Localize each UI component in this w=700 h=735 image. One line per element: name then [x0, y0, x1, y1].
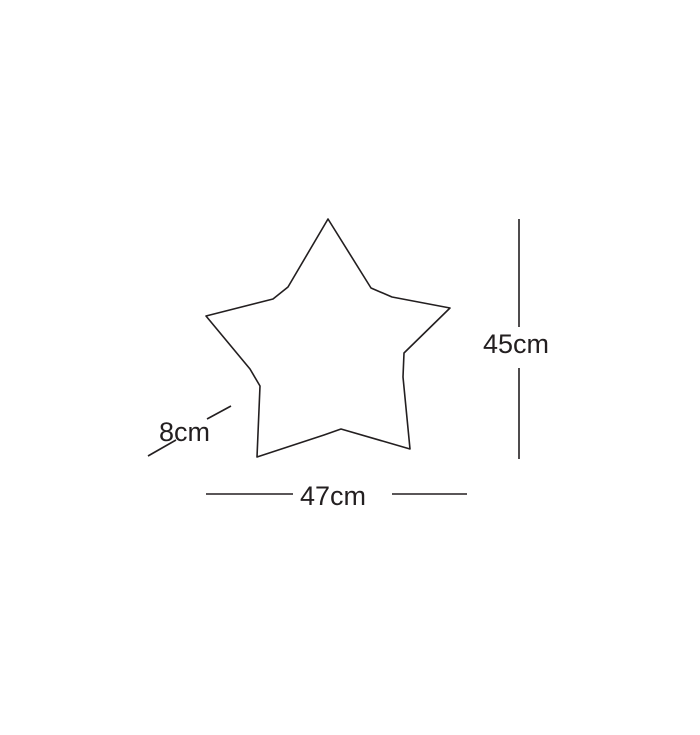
- width-dimension-label: 47cm: [300, 481, 367, 511]
- height-dimension-label: 45cm: [483, 329, 550, 359]
- thickness-dimension-label: 8cm: [159, 417, 211, 447]
- thickness-leader-line-upper: [207, 406, 231, 419]
- star-outline-shape: [206, 219, 450, 457]
